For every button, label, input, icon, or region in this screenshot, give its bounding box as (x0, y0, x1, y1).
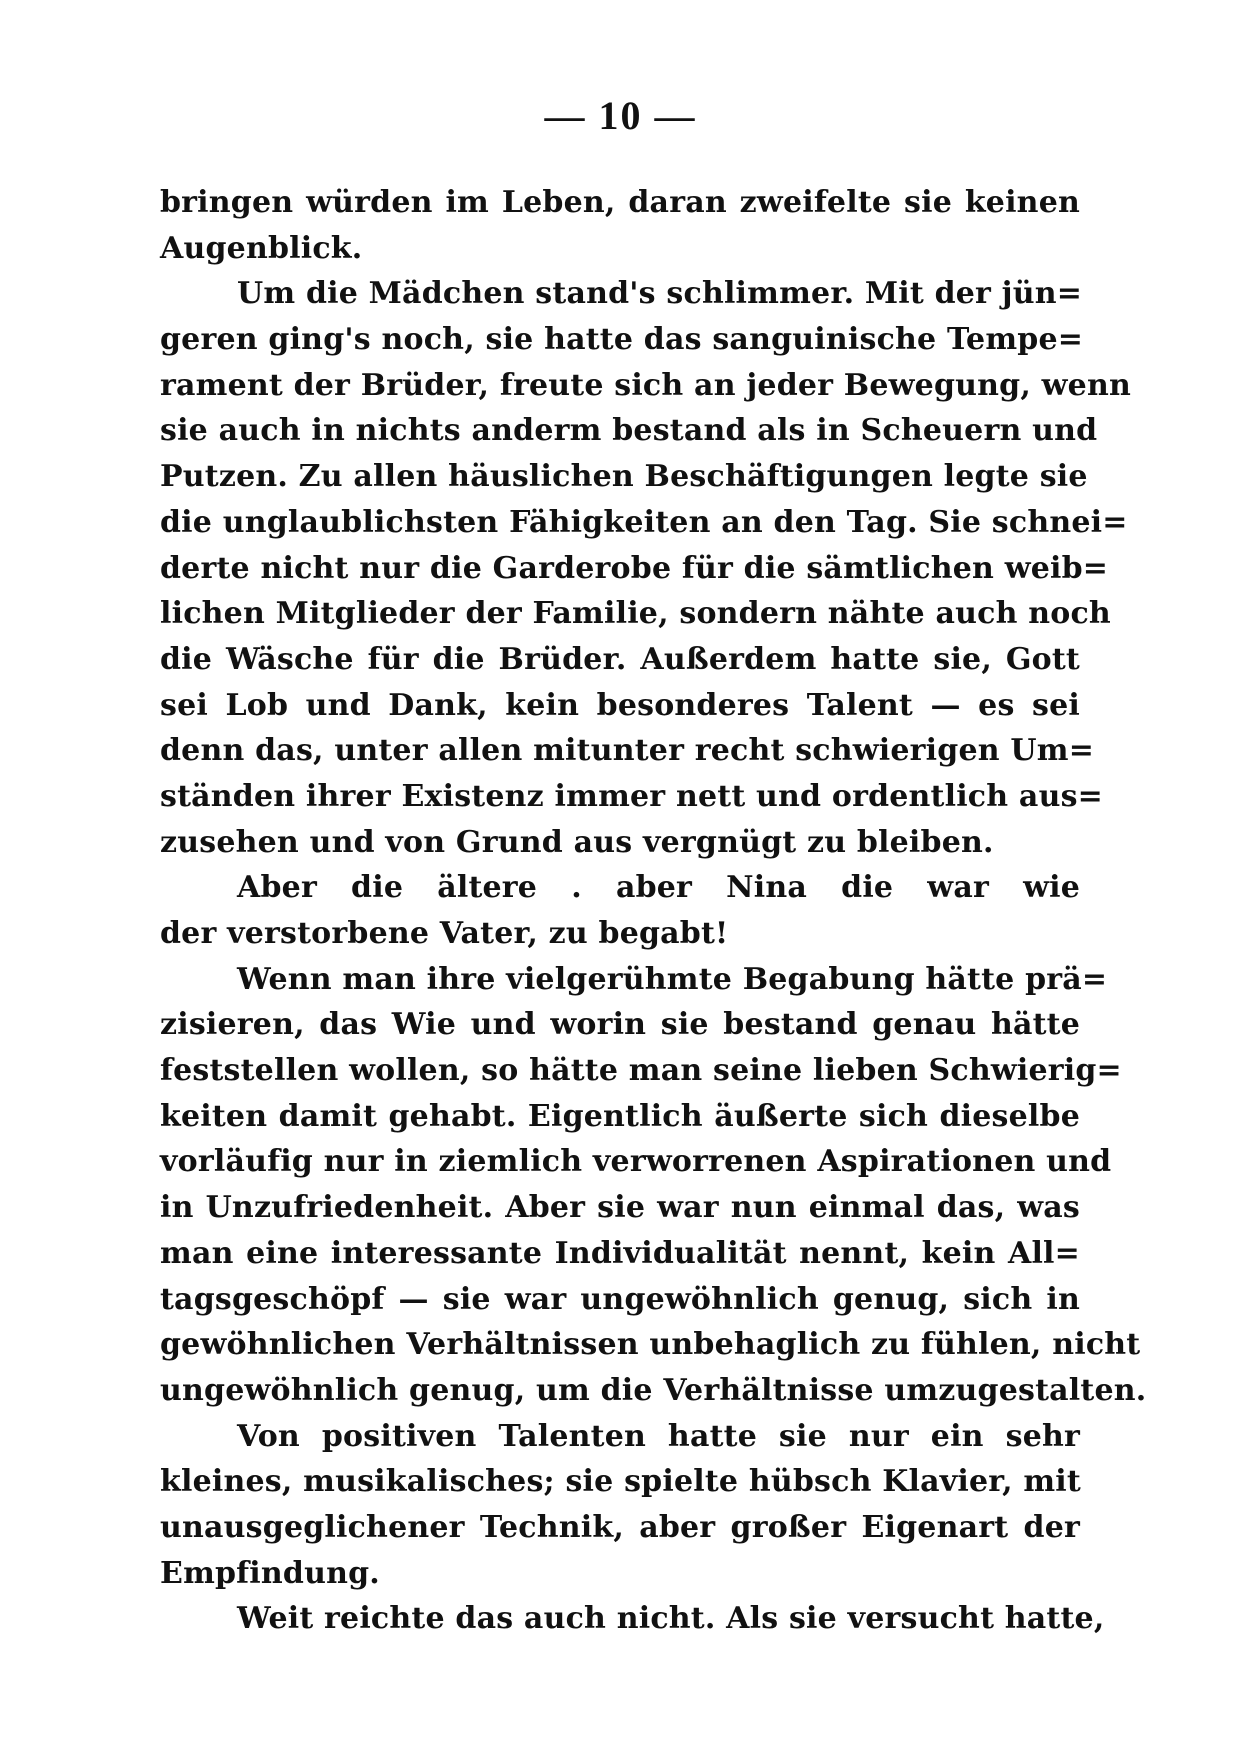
text-line: Weit reichte das auch nicht. Als sie versucht hatte, (237, 1601, 1105, 1637)
page-number: — 10 — (544, 93, 697, 138)
text-line: bringen würden im Leben, daran zweifelte sie keinen (160, 185, 1080, 220)
text-line: rament der Brüder, freute sich an jeder Bewegung, wenn (160, 367, 1131, 403)
text-line: geren ging's noch, sie hatte das sanguinische Tempe= (160, 322, 1084, 358)
text-line: Von positiven Talenten hatte sie nur ein sehr (237, 1418, 1080, 1454)
text-line: derte nicht nur die Garderobe für die sämtlichen weib= (160, 550, 1109, 586)
text-line: Um die Mädchen stand's schlimmer. Mit der jün= (237, 276, 1083, 312)
text-line: Putzen. Zu allen häuslichen Beschäftigungen legte sie (160, 459, 1088, 495)
text-line: die unglaublichsten Fähigkeiten an den Tag. Sie schnei= (160, 504, 1128, 540)
text-line: Empfindung. (160, 1555, 380, 1591)
text-line: lichen Mitglieder der Familie, sondern nähte auch noch (160, 596, 1111, 632)
text-line: sei Lob und Dank, kein besonderes Talent — es sei (160, 687, 1080, 723)
text-line: Aber die ältere . aber Nina die war wie (237, 870, 1080, 906)
text-line: vorläufig nur in ziemlich verworrenen Aspirationen und (160, 1144, 1112, 1180)
text-line: denn das, unter allen mitunter recht schwierigen Um= (160, 733, 1095, 769)
text-line: die Wäsche für die Brüder. Außerdem hatte sie, Gott (160, 641, 1080, 677)
text-line: unausgeglichener Technik, aber großer Eigenart der (160, 1509, 1080, 1545)
text-line: sie auch in nichts anderm bestand als in Scheuern und (160, 413, 1098, 449)
text-line: Augenblick. (160, 230, 363, 266)
text-line: ständen ihrer Existenz immer nett und ordentlich aus= (160, 778, 1104, 814)
text-line: man eine interessante Individualität nennt, kein All= (160, 1235, 1080, 1271)
text-line: tagsgeschöpf — sie war ungewöhnlich genug, sich in (160, 1281, 1080, 1317)
text-line: Wenn man ihre vielgerühmte Begabung hätte prä= (237, 961, 1108, 997)
text-line: gewöhnlichen Verhältnissen unbehaglich zu fühlen, nicht (160, 1327, 1141, 1363)
text-line: ungewöhnlich genug, um die Verhältnisse umzugestalten. (160, 1372, 1147, 1408)
text-line: zusehen und von Grund aus vergnügt zu bleiben. (160, 824, 994, 860)
text-line: der verstorbene Vater, zu begabt! (160, 916, 729, 951)
text-line: kleines, musikalisches; sie spielte hübsch Klavier, mit (160, 1464, 1081, 1500)
text-line: feststellen wollen, so hätte man seine lieben Schwierig= (160, 1053, 1122, 1089)
text-line: keiten damit gehabt. Eigentlich äußerte sich dieselbe (160, 1098, 1080, 1134)
text-line: in Unzufriedenheit. Aber sie war nun einmal das, was (160, 1190, 1080, 1226)
body-text (160, 180, 1147, 1642)
text-line: zisieren, das Wie und worin sie bestand genau hätte (160, 1007, 1080, 1043)
